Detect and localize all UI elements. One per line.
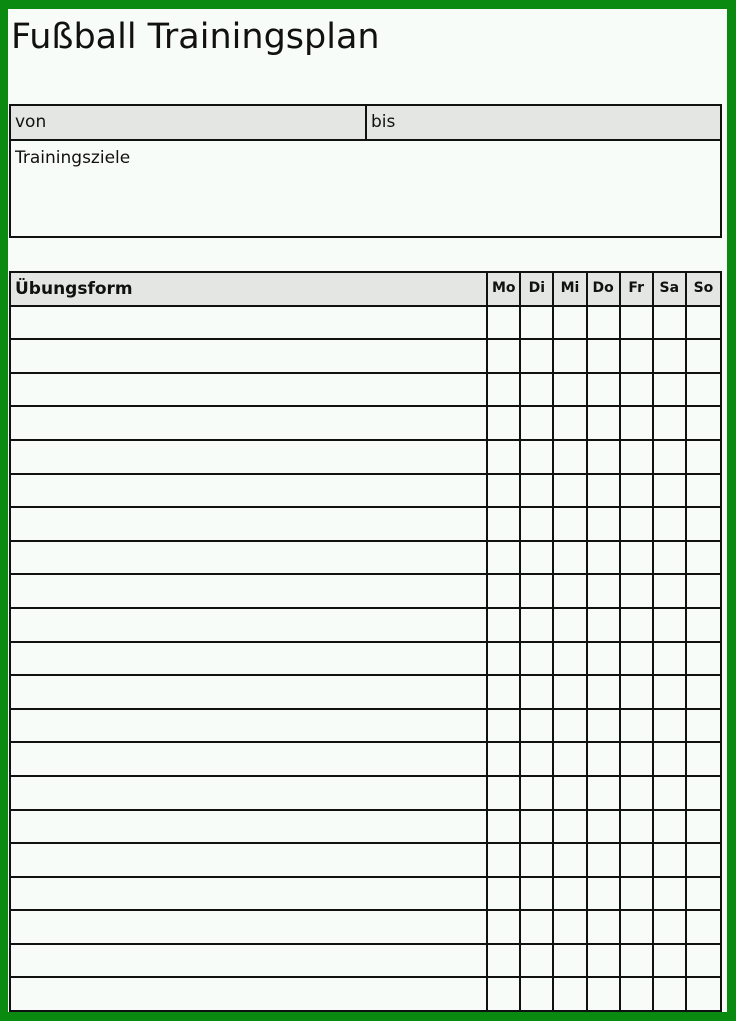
day-cell-mo[interactable] (488, 978, 521, 1010)
day-cell-fr[interactable] (621, 609, 654, 641)
day-cell-fr[interactable] (621, 508, 654, 540)
day-cell-di[interactable] (521, 475, 554, 507)
exercise-cell[interactable] (11, 878, 488, 910)
day-cell-mi[interactable] (554, 374, 587, 406)
table-row (11, 609, 720, 643)
day-cell-fr[interactable] (621, 340, 654, 372)
day-cell-fr[interactable] (621, 710, 654, 742)
exercise-cell[interactable] (11, 407, 488, 439)
day-cell-mo[interactable] (488, 945, 521, 977)
exercise-cell[interactable] (11, 710, 488, 742)
exercise-cell[interactable] (11, 643, 488, 675)
day-cell-sa[interactable] (654, 777, 687, 809)
day-cell-di[interactable] (521, 340, 554, 372)
day-cell-do[interactable] (588, 307, 621, 339)
day-cell-fr[interactable] (621, 374, 654, 406)
day-cell-sa[interactable] (654, 643, 687, 675)
day-cell-di[interactable] (521, 441, 554, 473)
day-cell-di[interactable] (521, 609, 554, 641)
table-row (11, 978, 720, 1012)
day-cell-mo[interactable] (488, 676, 521, 708)
day-cell-mo[interactable] (488, 878, 521, 910)
day-cell-di[interactable] (521, 911, 554, 943)
day-cell-so[interactable] (687, 777, 720, 809)
day-cell-mi[interactable] (554, 508, 587, 540)
day-cell-mo[interactable] (488, 643, 521, 675)
day-cell-so[interactable] (687, 743, 720, 775)
day-cell-mi[interactable] (554, 844, 587, 876)
exercise-cell[interactable] (11, 743, 488, 775)
table-row (11, 643, 720, 677)
day-cell-mi[interactable] (554, 978, 587, 1010)
day-cell-di[interactable] (521, 374, 554, 406)
day-cell-do[interactable] (588, 374, 621, 406)
day-cell-di[interactable] (521, 710, 554, 742)
exercise-column-header: Übungsform (11, 273, 488, 305)
from-field[interactable]: von (11, 106, 367, 139)
day-cell-do[interactable] (588, 643, 621, 675)
day-cell-mo[interactable] (488, 710, 521, 742)
day-cell-mi[interactable] (554, 542, 587, 574)
day-cell-so[interactable] (687, 676, 720, 708)
table-row (11, 542, 720, 576)
day-header-sa: Sa (654, 273, 687, 305)
day-cell-mo[interactable] (488, 374, 521, 406)
exercise-cell[interactable] (11, 609, 488, 641)
day-cell-fr[interactable] (621, 307, 654, 339)
table-row (11, 878, 720, 912)
day-cell-so[interactable] (687, 508, 720, 540)
table-row (11, 911, 720, 945)
day-cell-di[interactable] (521, 542, 554, 574)
day-cell-mo[interactable] (488, 340, 521, 372)
day-cell-do[interactable] (588, 441, 621, 473)
day-cell-fr[interactable] (621, 575, 654, 607)
day-header-fr: Fr (621, 273, 654, 305)
day-cell-do[interactable] (588, 911, 621, 943)
table-row (11, 844, 720, 878)
day-cell-fr[interactable] (621, 911, 654, 943)
day-header-do: Do (588, 273, 621, 305)
exercise-cell[interactable] (11, 307, 488, 339)
day-cell-do[interactable] (588, 407, 621, 439)
day-cell-so[interactable] (687, 340, 720, 372)
day-cell-di[interactable] (521, 945, 554, 977)
table-row (11, 743, 720, 777)
day-cell-mi[interactable] (554, 407, 587, 439)
day-cell-do[interactable] (588, 811, 621, 843)
page-title: Fußball Trainingsplan (11, 17, 380, 57)
day-cell-fr[interactable] (621, 811, 654, 843)
day-cell-so[interactable] (687, 978, 720, 1010)
day-cell-mo[interactable] (488, 609, 521, 641)
exercise-cell[interactable] (11, 374, 488, 406)
day-cell-mo[interactable] (488, 441, 521, 473)
day-header-so: So (693, 280, 714, 296)
day-cell-sa[interactable] (654, 710, 687, 742)
day-cell-di[interactable] (521, 844, 554, 876)
table-body (11, 307, 720, 1012)
day-cell-do[interactable] (588, 710, 621, 742)
day-cell-mi[interactable] (554, 307, 587, 339)
exercise-cell[interactable] (11, 777, 488, 809)
day-cell-so[interactable] (687, 441, 720, 473)
day-cell-so[interactable] (687, 542, 720, 574)
day-cell-di[interactable] (521, 643, 554, 675)
table-row (11, 945, 720, 979)
day-cell-mi[interactable] (554, 575, 587, 607)
day-cell-sa[interactable] (654, 407, 687, 439)
day-cell-mi[interactable] (554, 475, 587, 507)
day-cell-di[interactable] (521, 676, 554, 708)
day-cell-mi[interactable] (554, 743, 587, 775)
day-cell-mi[interactable] (554, 945, 587, 977)
exercise-cell[interactable] (11, 945, 488, 977)
day-cell-mo[interactable] (488, 743, 521, 775)
day-cell-mi[interactable] (554, 643, 587, 675)
day-cell-fr[interactable] (621, 844, 654, 876)
day-cell-do[interactable] (588, 676, 621, 708)
table-row (11, 811, 720, 845)
day-cell-do[interactable] (588, 340, 621, 372)
day-cell-sa[interactable] (654, 676, 687, 708)
day-cell-sa[interactable] (654, 575, 687, 607)
day-cell-di[interactable] (521, 743, 554, 775)
day-cell-sa[interactable] (654, 508, 687, 540)
day-cell-mi[interactable] (554, 609, 587, 641)
day-cell-so[interactable] (687, 710, 720, 742)
day-cell-so[interactable] (687, 407, 720, 439)
table-row (11, 777, 720, 811)
exercise-cell[interactable] (11, 340, 488, 372)
table-header-row (11, 273, 720, 307)
exercise-cell[interactable] (11, 508, 488, 540)
day-cell-fr[interactable] (621, 407, 654, 439)
day-cell-di[interactable] (521, 407, 554, 439)
training-goals-label: Trainingsziele (15, 148, 131, 168)
day-header-di: Di (521, 273, 554, 305)
table-row (11, 307, 720, 341)
day-cell-di[interactable] (521, 508, 554, 540)
day-cell-mo[interactable] (488, 777, 521, 809)
day-cell-so[interactable] (687, 945, 720, 977)
day-cell-sa[interactable] (654, 978, 687, 1010)
exercise-cell[interactable] (11, 441, 488, 473)
table-row (11, 676, 720, 710)
exercise-table (9, 271, 722, 1012)
day-cell-do[interactable] (588, 542, 621, 574)
day-cell-mo[interactable] (488, 475, 521, 507)
day-cell-sa[interactable] (654, 911, 687, 943)
exercise-cell[interactable] (11, 475, 488, 507)
day-cell-do[interactable] (588, 978, 621, 1010)
day-cell-mi[interactable] (554, 710, 587, 742)
day-cell-mo[interactable] (488, 811, 521, 843)
table-row (11, 407, 720, 441)
day-cell-sa[interactable] (654, 743, 687, 775)
day-cell-fr[interactable] (621, 978, 654, 1010)
exercise-cell[interactable] (11, 542, 488, 574)
day-cell-mi[interactable] (554, 340, 587, 372)
day-header-mi: Mi (554, 273, 587, 305)
day-cell-fr[interactable] (621, 542, 654, 574)
day-cell-di[interactable] (521, 811, 554, 843)
table-row (11, 508, 720, 542)
table-row (11, 710, 720, 744)
day-cell-di[interactable] (521, 575, 554, 607)
table-row (11, 340, 720, 374)
day-cell-do[interactable] (588, 945, 621, 977)
day-cell-so[interactable] (687, 475, 720, 507)
day-cell-mi[interactable] (554, 911, 587, 943)
day-cell-fr[interactable] (621, 777, 654, 809)
day-cell-sa[interactable] (654, 844, 687, 876)
day-cell-so[interactable] (687, 878, 720, 910)
day-cell-mo[interactable] (488, 542, 521, 574)
table-row (11, 475, 720, 509)
period-row (11, 106, 720, 141)
day-cell-mi[interactable] (554, 441, 587, 473)
day-cell-fr[interactable] (621, 441, 654, 473)
to-field[interactable]: bis (371, 112, 396, 132)
day-cell-so[interactable] (687, 811, 720, 843)
day-cell-do[interactable] (588, 609, 621, 641)
table-row (11, 374, 720, 408)
day-cell-sa[interactable] (654, 307, 687, 339)
day-cell-mo[interactable] (488, 407, 521, 439)
day-cell-so[interactable] (687, 374, 720, 406)
day-cell-so[interactable] (687, 307, 720, 339)
day-cell-di[interactable] (521, 307, 554, 339)
day-cell-do[interactable] (588, 844, 621, 876)
exercise-cell[interactable] (11, 575, 488, 607)
day-cell-so[interactable] (687, 575, 720, 607)
day-cell-do[interactable] (588, 475, 621, 507)
day-cell-sa[interactable] (654, 475, 687, 507)
exercise-cell[interactable] (11, 911, 488, 943)
day-cell-mo[interactable] (488, 911, 521, 943)
day-cell-do[interactable] (588, 878, 621, 910)
day-cell-so[interactable] (687, 609, 720, 641)
day-header-mo: Mo (488, 273, 521, 305)
day-cell-sa[interactable] (654, 542, 687, 574)
day-cell-so[interactable] (687, 844, 720, 876)
day-cell-do[interactable] (588, 508, 621, 540)
day-cell-mi[interactable] (554, 811, 587, 843)
exercise-cell[interactable] (11, 811, 488, 843)
day-cell-sa[interactable] (654, 878, 687, 910)
day-cell-do[interactable] (588, 743, 621, 775)
day-cell-fr[interactable] (621, 676, 654, 708)
day-cell-do[interactable] (588, 575, 621, 607)
day-cell-so[interactable] (687, 911, 720, 943)
exercise-cell[interactable] (11, 844, 488, 876)
day-cell-sa[interactable] (654, 945, 687, 977)
day-cell-fr[interactable] (621, 475, 654, 507)
day-cell-fr[interactable] (621, 945, 654, 977)
day-cell-mo[interactable] (488, 575, 521, 607)
day-cell-mo[interactable] (488, 844, 521, 876)
day-cell-di[interactable] (521, 978, 554, 1010)
table-row (11, 441, 720, 475)
day-cell-sa[interactable] (654, 441, 687, 473)
day-cell-fr[interactable] (621, 743, 654, 775)
exercise-cell[interactable] (11, 676, 488, 708)
period-section (9, 104, 722, 238)
day-cell-fr[interactable] (621, 643, 654, 675)
day-cell-fr[interactable] (621, 878, 654, 910)
day-cell-mo[interactable] (488, 307, 521, 339)
exercise-cell[interactable] (11, 978, 488, 1010)
training-plan-sheet (8, 9, 727, 1012)
day-cell-mi[interactable] (554, 777, 587, 809)
day-cell-mi[interactable] (554, 878, 587, 910)
table-row (11, 575, 720, 609)
day-cell-di[interactable] (521, 777, 554, 809)
day-cell-di[interactable] (521, 878, 554, 910)
day-cell-so[interactable] (687, 643, 720, 675)
day-cell-sa[interactable] (654, 374, 687, 406)
day-cell-do[interactable] (588, 777, 621, 809)
day-cell-sa[interactable] (654, 811, 687, 843)
day-cell-mo[interactable] (488, 508, 521, 540)
day-cell-sa[interactable] (654, 609, 687, 641)
day-cell-mi[interactable] (554, 676, 587, 708)
day-cell-sa[interactable] (654, 340, 687, 372)
